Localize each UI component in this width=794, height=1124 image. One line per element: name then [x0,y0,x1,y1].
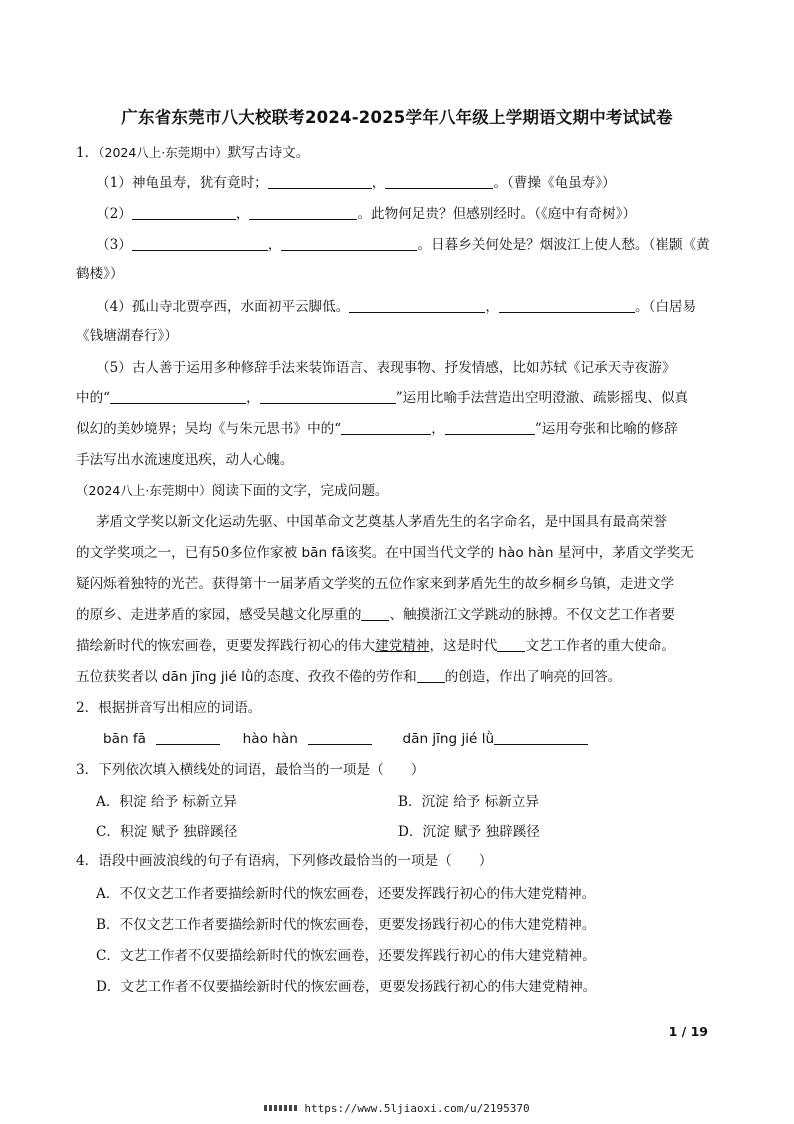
passage-line-3: 疑闪烁着独特的光芒。获得第十一届茅盾文学奖的五位作家来到茅盾先生的故乡桐乡乌镇，走进文学 [76,576,675,592]
q1-line-3-text: 。日暮乡关何处是？烟波江上使人愁。（崔颢《黄 [417,237,710,253]
q4-option-a[interactable]: A．不仅文艺工作者要描绘新时代的恢宏画卷，还要发挥践行初心的伟大建党精神。 [96,886,596,902]
passage-source: （2024八上·东莞期中） [76,483,212,498]
separator: ， [485,299,499,315]
q1-header [76,143,309,163]
separator: ， [431,421,445,437]
separator: ， [267,237,282,253]
passage-text: 星河中，茅盾文学奖无 [553,545,694,561]
q1-line-1-source: 。（曹操《龟虽寿》） [493,175,616,191]
q1-line-4-cont: 《钱塘湖春行》） [76,328,178,344]
pinyin: hào hàn [242,731,298,747]
answer-blank[interactable] [110,389,246,404]
passage-line-5 [76,636,675,656]
q4-option-d[interactable]: D．文艺工作者不仅要描绘新时代的恢宏画卷，更要发扬践行初心的伟大建党精神。 [96,979,597,995]
pinyin: bān fā [103,731,147,747]
passage-text: 该奖。在中国当代文学的 [344,545,499,561]
answer-blank[interactable] [249,205,357,220]
footer-url[interactable]: https://www.5ljiaoxi.com/u/2195370 [304,1102,530,1115]
q4-option-c[interactable]: C．文艺工作者不仅要描绘新时代的恢宏画卷，还要发挥践行初心的伟大建党精神。 [96,948,596,964]
passage-text: 文艺工作者的重大使命。 [525,638,675,654]
passage-text: 的态度、孜孜不倦的劳作和 [253,669,417,685]
answer-blank[interactable] [156,730,220,745]
separator: ， [371,175,386,191]
q3-option-c[interactable]: C．积淀 赋予 独辟蹊径 [96,824,238,840]
q4-option-b[interactable]: B．不仅文艺工作者要描绘新时代的恢宏画卷，更要发扬践行初心的伟大建党精神。 [96,917,596,933]
q3-header [76,760,425,780]
passage-text: 的创造，作出了响亮的回答。 [444,669,622,685]
answer-blank[interactable] [308,730,372,745]
q2-header [76,698,261,718]
answer-blank[interactable] [385,174,493,189]
pinyin: dān jīng jié lǜ [161,669,254,685]
page-number: 1 / 19 [668,1024,708,1039]
q1-line-4-source: 。（白居易 [634,299,697,315]
q4-header [76,851,492,871]
passage-text: 的文学奖项之一，已有50多位作家被 [76,545,302,561]
q3-option-d[interactable]: D．沉淀 赋予 独辟蹊径 [398,824,540,840]
q1-line-1 [96,173,616,193]
answer-blank[interactable] [281,236,417,251]
q1-line-5d: 手法写出水流速度迅疾，动人心魄。 [76,452,294,468]
q1-number: 1． [76,145,99,161]
q3-prompt: 下列依次填入横线处的词语，最恰当的一项是（ ） [98,762,425,778]
passage-text: 五位获奖者以 [76,669,162,685]
q3-option-b[interactable]: B．沉淀 给予 标新立异 [398,794,539,810]
separator: ， [246,390,260,406]
passage-line-4 [76,605,675,625]
q4-prompt: 语段中画波浪线的句子有语病，下列修改最恰当的一项是（ ） [98,853,493,869]
passage-line-1: 茅盾文学奖以新文化运动先驱、中国革命文艺奠基人茅盾先生的名字命名，是中国具有最高荣誉 [96,514,667,530]
q2-number: 2． [76,700,99,716]
answer-blank[interactable] [445,420,535,435]
answer-blank[interactable] [132,205,236,220]
passage-text: ，这是时代 [429,638,498,654]
answer-blank[interactable] [268,174,372,189]
answer-blank[interactable] [494,730,588,745]
page-title: 广东省东莞市八大校联考2024-2025学年八年级上学期语文期中考试试卷 [121,108,673,127]
answer-blank[interactable] [349,298,485,313]
q1-prompt: 默写古诗文。 [227,145,310,161]
q4-number: 4． [76,853,99,869]
passage-header [76,481,389,501]
q1-line-5c [76,419,678,439]
answer-blank[interactable] [341,420,431,435]
passage-text: 的原乡、走进茅盾的家园，感受吴越文化厚重的 [76,607,362,623]
underlined-text: 建党精神 [375,638,430,654]
q1-line-3-label: （3） [96,237,132,253]
q3-option-a[interactable]: A．积淀 给予 标新立异 [96,794,237,810]
answer-blank[interactable] [260,389,396,404]
q1-line-2-label: （2） [96,206,132,222]
passage-text: 描绘新时代的恢宏画卷，更要发挥践行初心的伟大 [76,638,376,654]
passage-line-2 [76,543,694,563]
pinyin: hào hàn [498,545,554,561]
answer-blank[interactable] [499,298,635,313]
q1-source: （2024八上·东莞期中） [98,145,228,160]
footer-watermark [0,1102,794,1115]
watermark-logo-icon [264,1105,298,1111]
q1-line-5c-lead: 似幻的美妙境界；吴均《与朱元思书》中的“ [76,421,342,437]
passage-prompt: 阅读下面的文字，完成问题。 [211,483,389,499]
q2-answers [103,729,588,749]
q1-line-4 [96,297,696,317]
q1-line-5a: （5）古人善于运用多种修辞手法来装饰语言、表现事物、抒发情感，比如苏轼《记承天寺夜游》 [96,360,676,376]
answer-blank[interactable] [132,236,268,251]
pinyin: dān jīng jié lǜ [402,731,495,747]
q2-prompt: 根据拼音写出相应的词语。 [98,700,262,716]
fill-blank[interactable] [497,637,525,652]
q1-line-5b [76,388,688,408]
q1-line-3-cont: 鹤楼》） [76,266,124,282]
fill-blank[interactable] [417,668,445,683]
passage-text: 、触摸浙江文学跳动的脉搏。不仅文艺工作者要 [389,607,675,623]
q1-line-3 [96,235,710,255]
q1-line-5b-text: ”运用比喻手法营造出空明澄澈、疏影摇曳、似真 [395,390,689,406]
separator: ， [235,206,250,222]
fill-blank[interactable] [361,606,389,621]
q1-line-5b-lead: 中的“ [76,390,111,406]
q1-line-1-text: （1）神龟虽寿，犹有竟时； [96,175,268,191]
q3-number: 3． [76,762,99,778]
passage-line-6 [76,667,621,687]
q1-line-5c-text: ”运用夸张和比喻的修辞 [534,421,678,437]
pinyin: bān fā [301,545,345,561]
q1-line-2 [96,204,636,224]
q1-line-4-text: （4）孤山寺北贾亭西，水面初平云脚低。 [96,299,350,315]
q1-line-2-text: 。此物何足贵？但感别经时。（《庭中有奇树》） [357,206,637,222]
